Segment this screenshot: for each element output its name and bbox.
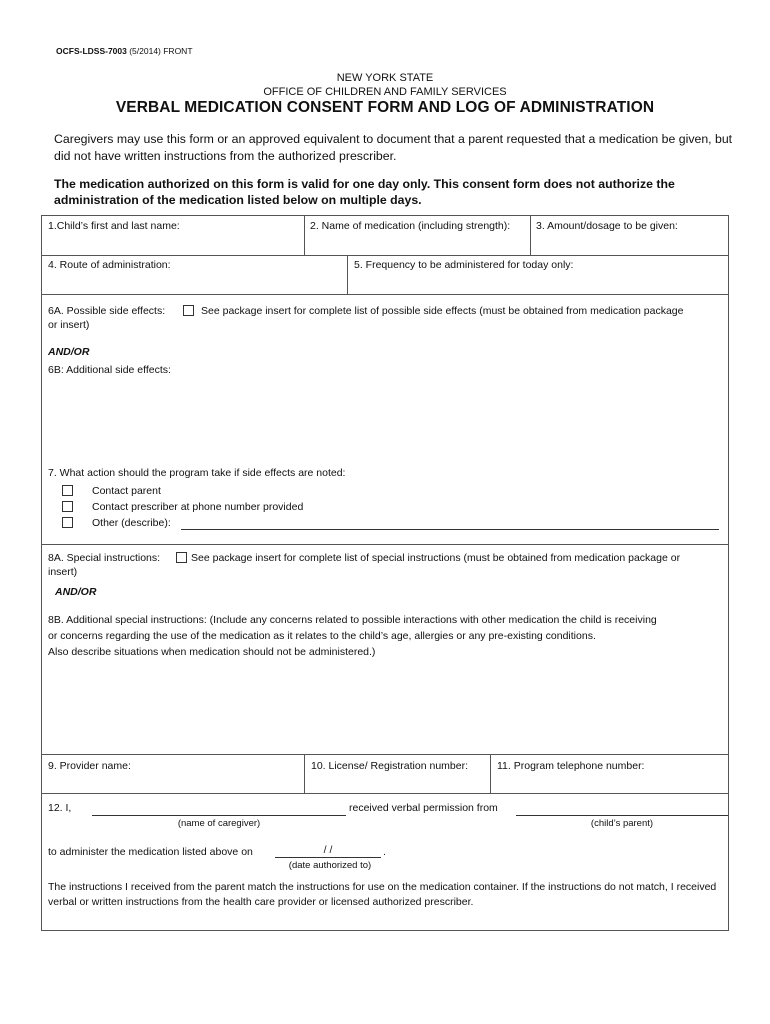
amount-label: 3. Amount/dosage to be given: <box>536 220 678 232</box>
caregiver-name-line[interactable] <box>92 815 346 816</box>
child-name-label: 1.Child’s first and last name: <box>48 220 180 232</box>
contact-parent-checkbox[interactable] <box>62 485 73 496</box>
action-7-label: 7. What action should the program take if side effects are noted: <box>48 467 346 479</box>
form-title: VERBAL MEDICATION CONSENT FORM AND LOG OF ADMINISTRATION <box>115 99 655 116</box>
contact-prescriber-label: Contact prescriber at phone number provided <box>92 501 304 513</box>
date-slashes: / / <box>323 844 333 856</box>
special-8b-line-3: Also describe situations when medication should not be administered.) <box>48 646 376 658</box>
and-or-6: AND/OR <box>48 346 90 358</box>
date-period: . <box>383 846 386 858</box>
received-permission-text: received verbal permission from <box>349 802 498 814</box>
side-effects-6a-label: 6A. Possible side effects: <box>48 305 166 317</box>
divider <box>41 255 729 256</box>
route-label: 4. Route of administration: <box>48 259 171 271</box>
divider <box>530 215 531 255</box>
date-line[interactable] <box>275 857 381 858</box>
divider <box>41 754 729 755</box>
date-caption: (date authorized to) <box>288 860 372 871</box>
special-8a-label: 8A. Special instructions: <box>48 552 161 564</box>
divider <box>41 294 729 295</box>
special-8b-line-1: 8B. Additional special instructions: (Include any concerns related to possible interactions with other medication the child is receiving <box>48 614 657 626</box>
medication-name-label: 2. Name of medication (including strength): <box>310 220 511 232</box>
intro-text: Caregivers may use this form or an approved equivalent to document that a parent requested that a medication be given, but did not have written instructions from the authorized prescriber. <box>54 132 733 163</box>
other-label: Other (describe): <box>92 517 171 529</box>
program-phone-label: 11. Program telephone number: <box>497 760 645 772</box>
form-id: OCFS-LDSS-7003 (5/2014) FRONT <box>56 46 193 56</box>
special-package-insert-checkbox[interactable] <box>176 552 187 563</box>
divider <box>304 215 305 255</box>
validity-notice: The medication authorized on this form is valid for one day only. This consent form does not authorize the administration of the medication listed below on multiple days. <box>54 177 675 207</box>
instructions-note: The instructions I received from the parent match the instructions for use on the medication container. If the instructions do not match, I received verbal or written instructions from the health care provider or licensed authorized prescriber. <box>48 881 717 908</box>
divider <box>41 544 729 545</box>
state-heading: NEW YORK STATE <box>336 72 434 84</box>
special-8b-line-2: or concerns regarding the use of the medication as it relates to the child’s age, allergies or any pre-existing conditions. <box>48 630 596 642</box>
divider <box>347 255 348 294</box>
divider <box>41 793 729 794</box>
special-8a-cont: insert) <box>48 566 78 578</box>
side-effects-6a-option: See package insert for complete list of possible side effects (must be obtained from medication package <box>201 305 684 317</box>
divider <box>490 754 491 793</box>
and-or-8: AND/OR <box>55 586 97 598</box>
license-label: 10. License/ Registration number: <box>311 760 469 772</box>
contact-prescriber-checkbox[interactable] <box>62 501 73 512</box>
frequency-label: 5. Frequency to be administered for today only: <box>354 259 574 271</box>
other-describe-line[interactable] <box>181 529 719 530</box>
contact-parent-label: Contact parent <box>92 485 161 497</box>
office-heading: OFFICE OF CHILDREN AND FAMILY SERVICES <box>263 86 507 98</box>
special-8a-option: See package insert for complete list of special instructions (must be obtained from medication package or <box>191 552 681 564</box>
other-checkbox[interactable] <box>62 517 73 528</box>
parent-caption: (child’s parent) <box>590 818 654 829</box>
side-effects-package-insert-checkbox[interactable] <box>183 305 194 316</box>
consent-12-prefix: 12. I, <box>48 802 72 814</box>
side-effects-6a-cont: or insert) <box>48 319 90 331</box>
divider <box>304 754 305 793</box>
parent-name-line[interactable] <box>516 815 728 816</box>
provider-name-label: 9. Provider name: <box>48 760 131 772</box>
caregiver-caption: (name of caregiver) <box>177 818 261 829</box>
administer-text: to administer the medication listed above on <box>48 846 253 858</box>
side-effects-6b-label: 6B: Additional side effects: <box>48 364 171 376</box>
